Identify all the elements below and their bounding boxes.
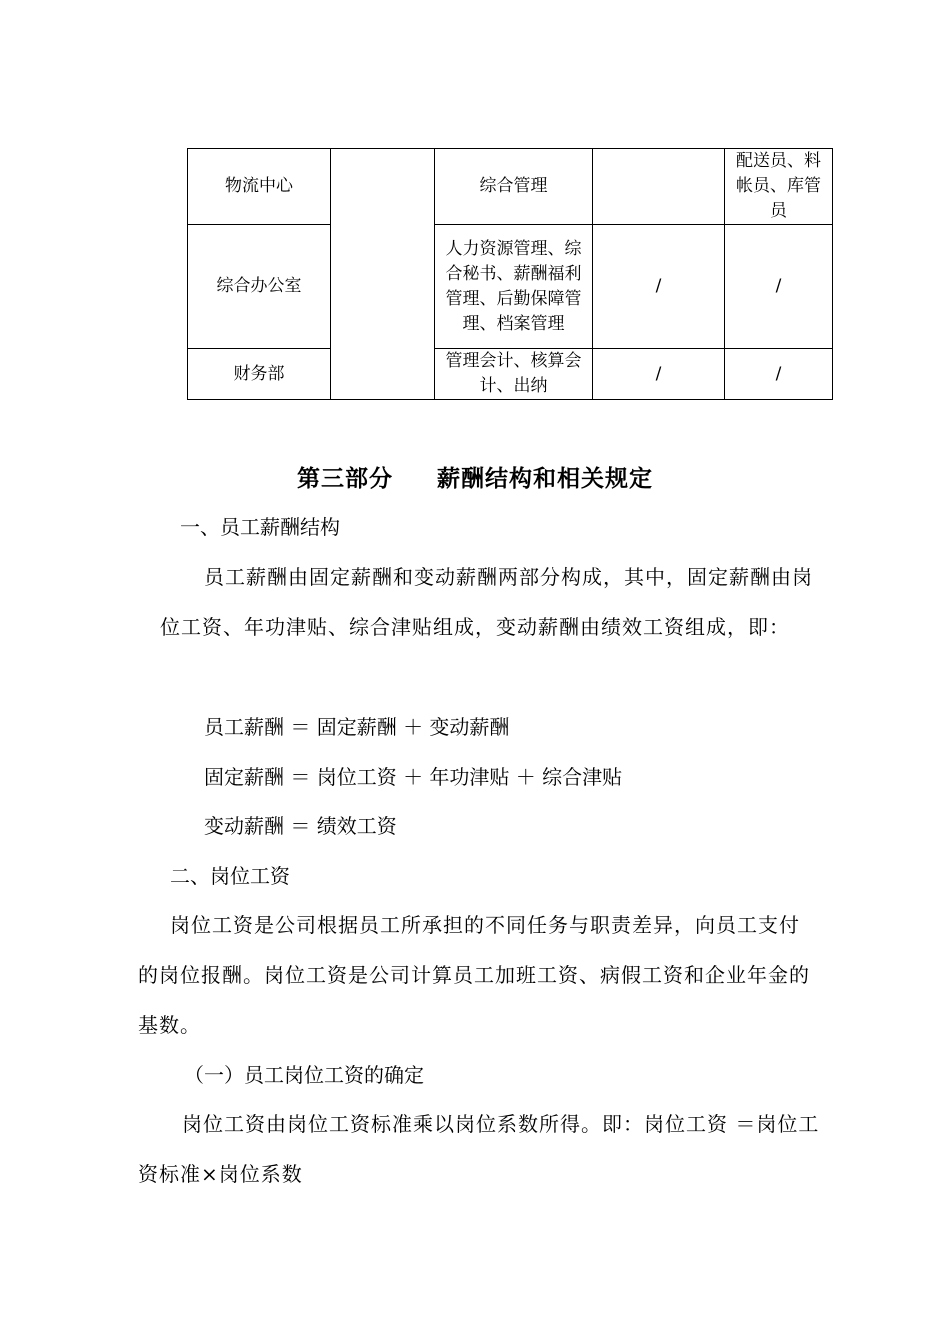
function-cell: 综合管理: [435, 149, 593, 225]
col5-cell: /: [725, 349, 833, 400]
col4-cell: /: [593, 225, 725, 349]
col5-cell: 配送员、料帐员、库管员: [725, 149, 833, 225]
function-cell: 人力资源管理、综合秘书、薪酬福利管理、后勤保障管理、档案管理: [435, 225, 593, 349]
col4-cell: /: [593, 349, 725, 400]
paragraph-determination: 岗位工资由岗位工资标准乘以岗位系数所得。即：岗位工资 ＝岗位工资标准×岗位系数: [138, 1112, 820, 1186]
paragraph-position-wage: 岗位工资是公司根据员工所承担的不同任务与职责差异，向员工支付的岗位报酬。岗位工资是公司计算员工加班工资、病假工资和企业年金的基数。: [138, 913, 810, 1037]
section-name: 薪酬结构和相关规定: [437, 466, 653, 492]
heading-position-wage: 二、岗位工资: [170, 864, 290, 888]
formula-variable: 变动薪酬 ＝ 绩效工资: [204, 814, 397, 838]
department-cell: 综合办公室: [188, 225, 331, 349]
department-cell: 物流中心: [188, 149, 331, 225]
section-title: [0, 460, 950, 493]
table-row: [188, 149, 833, 225]
paragraph-salary-structure: 员工薪酬由固定薪酬和变动薪酬两部分构成，其中，固定薪酬由岗位工资、年功津贴、综合津贴组成，变动薪酬由绩效工资组成，即：: [160, 565, 813, 639]
department-table: [187, 148, 833, 400]
department-cell: 财务部: [188, 349, 331, 400]
subheading-determination: （一）员工岗位工资的确定: [184, 1063, 424, 1087]
formula-total: 员工薪酬 ＝ 固定薪酬 ＋ 变动薪酬: [204, 715, 510, 739]
category-cell: [331, 149, 435, 400]
table-row: [188, 225, 833, 349]
col4-cell: [593, 149, 725, 225]
col5-cell: /: [725, 225, 833, 349]
formula-fixed: 固定薪酬 ＝ 岗位工资 ＋ 年功津贴 ＋ 综合津贴: [204, 765, 623, 789]
function-cell: 管理会计、核算会计、出纳: [435, 349, 593, 400]
section-part: 第三部分: [297, 466, 393, 492]
table-row: [188, 349, 833, 400]
heading-salary-structure: 一、员工薪酬结构: [180, 515, 340, 539]
